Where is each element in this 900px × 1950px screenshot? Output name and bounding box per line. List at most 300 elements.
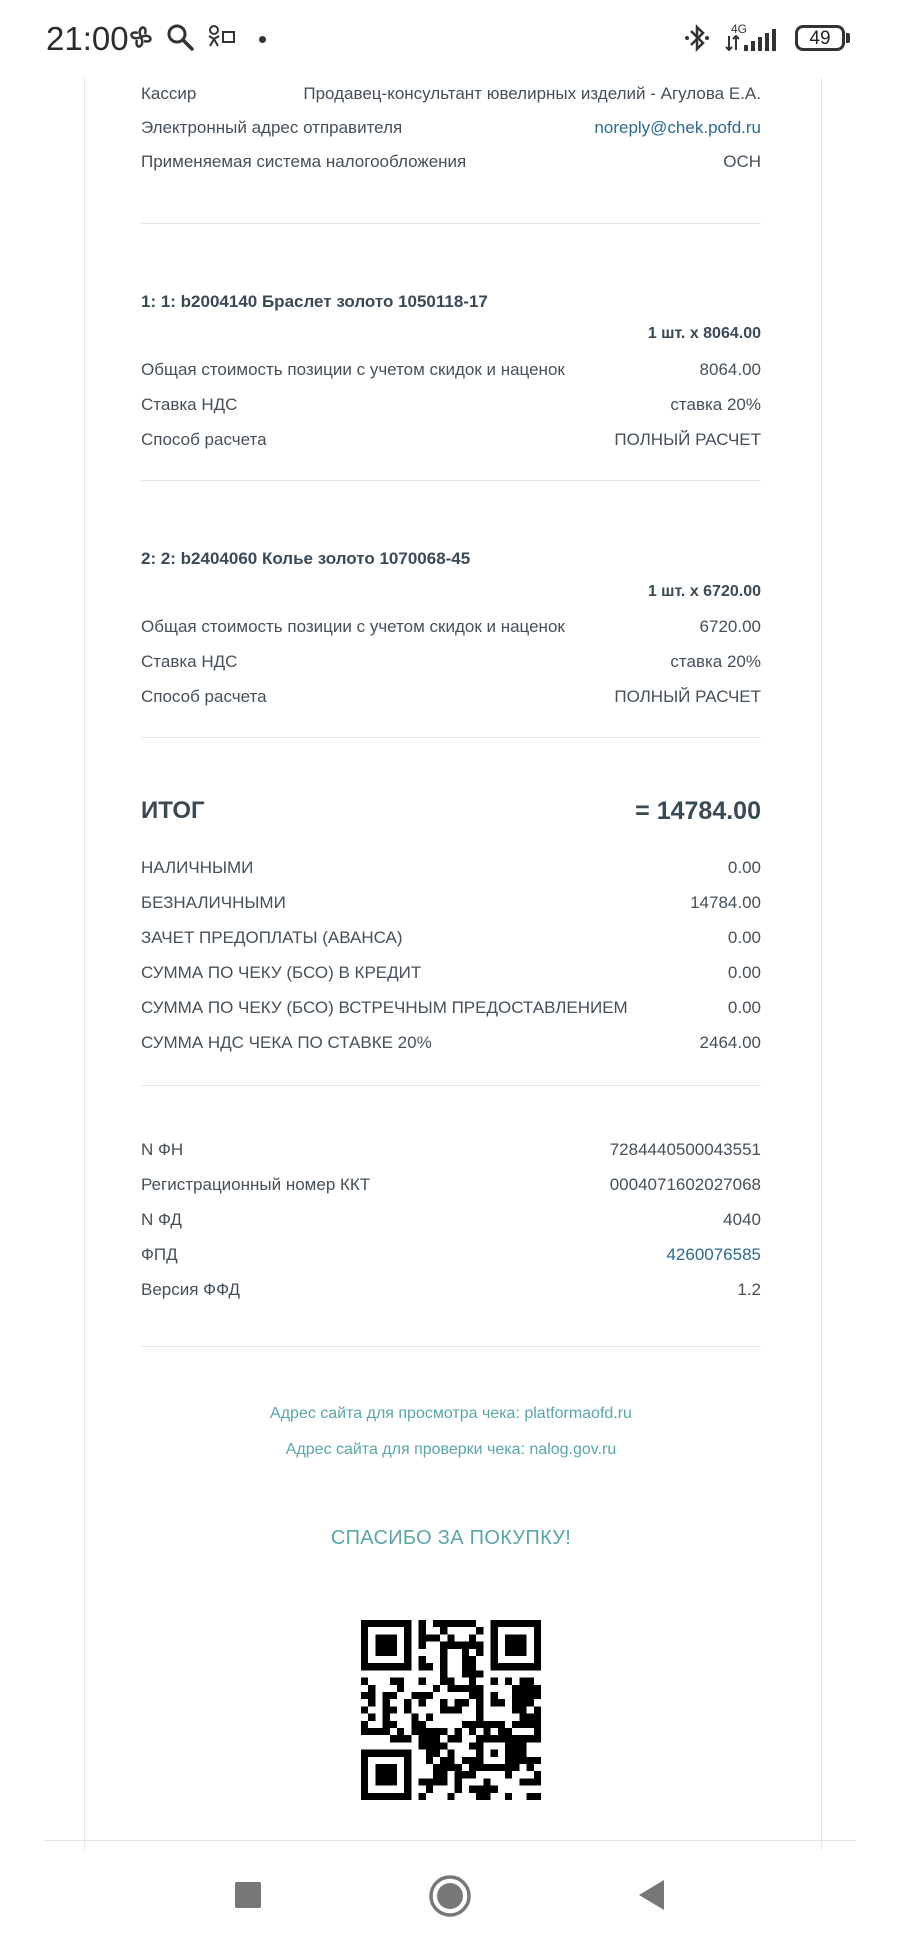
qr-module (534, 1634, 541, 1641)
qr-module (476, 1735, 483, 1742)
tax-system-row (141, 152, 761, 172)
qr-module (383, 1649, 390, 1656)
qr-module (505, 1771, 512, 1778)
qr-module (498, 1620, 505, 1627)
notification-dot (259, 36, 266, 43)
qr-module (440, 1663, 447, 1670)
qr-module (361, 1706, 368, 1713)
qr-module (390, 1692, 397, 1699)
qr-module (505, 1678, 512, 1685)
qr-module (433, 1620, 440, 1627)
qr-module (519, 1678, 526, 1685)
item-total-row (141, 617, 761, 637)
qr-module (419, 1678, 426, 1685)
qr-module (476, 1627, 483, 1634)
qr-module (361, 1750, 368, 1757)
fiscal-row (141, 1210, 761, 1230)
qr-module (375, 1634, 382, 1641)
item-payment-method-label: Способ расчета (141, 430, 267, 449)
qr-module (527, 1721, 534, 1728)
qr-module (404, 1699, 411, 1706)
qr-module (505, 1728, 512, 1735)
qr-module (397, 1735, 404, 1742)
qr-module (491, 1634, 498, 1641)
qr-module (534, 1735, 541, 1742)
qr-module (491, 1663, 498, 1670)
qr-module (390, 1642, 397, 1649)
item-total-row (141, 360, 761, 380)
qr-module (491, 1735, 498, 1742)
qr-module (455, 1778, 462, 1785)
qr-module (375, 1620, 382, 1627)
divider (141, 1085, 761, 1086)
qr-module (447, 1750, 454, 1757)
qr-module (397, 1750, 404, 1757)
qr-module (368, 1620, 375, 1627)
signal-icon (725, 26, 783, 54)
fiscal-label: N ФД (141, 1210, 182, 1229)
qr-module (404, 1649, 411, 1656)
qr-module (462, 1642, 469, 1649)
qr-module (512, 1764, 519, 1771)
check-site-text[interactable]: Адрес сайта для проверки чека: nalog.gov.ru (285, 1441, 617, 1458)
qr-module (534, 1793, 541, 1800)
qr-module (426, 1750, 433, 1757)
qr-module (397, 1793, 404, 1800)
divider (141, 1346, 761, 1347)
qr-module (440, 1706, 447, 1713)
qr-module (455, 1685, 462, 1692)
qr-module (469, 1786, 476, 1793)
fpd-link[interactable]: 4260076585 (666, 1245, 761, 1264)
qr-module (491, 1642, 498, 1649)
qr-module (404, 1757, 411, 1764)
recents-square-icon[interactable] (233, 1880, 263, 1910)
payment-row (141, 1033, 761, 1053)
qr-module (361, 1757, 368, 1764)
qr-module (491, 1656, 498, 1663)
qr-module (390, 1663, 397, 1670)
qr-module (476, 1764, 483, 1771)
qr-module (447, 1735, 454, 1742)
cashier-value: Продавец-консультант ювелирных изделий - Агулова Е.А. (303, 84, 761, 103)
fiscal-value: 7284440500043551 (609, 1140, 761, 1159)
qr-module (527, 1620, 534, 1627)
qr-module (462, 1649, 469, 1656)
qr-module (375, 1649, 382, 1656)
qr-module (534, 1649, 541, 1656)
payment-value: 14784.00 (690, 893, 761, 912)
ok-icon (206, 24, 236, 50)
qr-module (368, 1750, 375, 1757)
qr-module (469, 1771, 476, 1778)
qr-module (375, 1750, 382, 1757)
receipt-card (84, 0, 822, 1850)
network-type: 4G (731, 22, 748, 36)
qr-module (390, 1735, 397, 1742)
qr-module (411, 1721, 418, 1728)
payment-label: СУММА ПО ЧЕКУ (БСО) В КРЕДИТ (141, 963, 422, 982)
qr-module (527, 1692, 534, 1699)
qr-module (462, 1670, 469, 1677)
qr-module (419, 1663, 426, 1670)
qr-module (519, 1634, 526, 1641)
qr-module (433, 1750, 440, 1757)
qr-module (411, 1714, 418, 1721)
qr-module (390, 1649, 397, 1656)
qr-module (512, 1634, 519, 1641)
qr-module (527, 1793, 534, 1800)
item-total-value: 6720.00 (699, 617, 761, 636)
fan-icon (126, 22, 156, 52)
qr-module (404, 1620, 411, 1627)
item-payment-method-value: ПОЛНЫЙ РАСЧЕТ (614, 430, 761, 449)
qr-module (469, 1757, 476, 1764)
item-vat-row (141, 652, 761, 672)
payment-value: 0.00 (727, 928, 761, 947)
qr-module (469, 1670, 476, 1677)
qr-module (491, 1678, 498, 1685)
qr-module (390, 1620, 397, 1627)
qr-module (440, 1728, 447, 1735)
qr-module (505, 1757, 512, 1764)
qr-module (534, 1771, 541, 1778)
qr-module (512, 1721, 519, 1728)
qr-module (383, 1663, 390, 1670)
qr-module (483, 1735, 490, 1742)
qr-module (476, 1670, 483, 1677)
qr-module (368, 1663, 375, 1670)
qr-module (476, 1692, 483, 1699)
fiscal-label: N ФН (141, 1140, 184, 1159)
qr-module (440, 1699, 447, 1706)
qr-module (519, 1742, 526, 1749)
qr-module (390, 1721, 397, 1728)
qr-module (462, 1620, 469, 1627)
qr-module (505, 1642, 512, 1649)
navigation-bar (0, 1850, 900, 1950)
qr-module (527, 1735, 534, 1742)
qr-module (469, 1685, 476, 1692)
qr-module (375, 1642, 382, 1649)
qr-module (368, 1699, 375, 1706)
qr-module (426, 1786, 433, 1793)
qr-module (404, 1786, 411, 1793)
search-icon (165, 22, 195, 52)
qr-module (469, 1721, 476, 1728)
qr-module (505, 1634, 512, 1641)
qr-module (491, 1699, 498, 1706)
qr-module (361, 1778, 368, 1785)
item-vat-row (141, 395, 761, 415)
qr-module (440, 1670, 447, 1677)
qr-module (390, 1706, 397, 1713)
qr-module (483, 1764, 490, 1771)
qr-module (519, 1620, 526, 1627)
qr-module (455, 1699, 462, 1706)
qr-module (440, 1778, 447, 1785)
qr-module (361, 1663, 368, 1670)
qr-module (361, 1642, 368, 1649)
qr-module (534, 1778, 541, 1785)
qr-module (397, 1620, 404, 1627)
item-total-value: 8064.00 (699, 360, 761, 379)
qr-module (483, 1778, 490, 1785)
payment-row (141, 893, 761, 913)
qr-module (527, 1685, 534, 1692)
qr-module (483, 1721, 490, 1728)
fiscal-value: 1.2 (737, 1280, 761, 1299)
qr-module (534, 1656, 541, 1663)
qr-module (512, 1706, 519, 1713)
qr-module (361, 1721, 368, 1728)
home-circle-icon[interactable] (428, 1874, 472, 1918)
qr-module (433, 1771, 440, 1778)
item-payment-method-row (141, 430, 761, 450)
qr-module (419, 1778, 426, 1785)
qr-module (476, 1742, 483, 1749)
qr-module (419, 1728, 426, 1735)
payment-value: 2464.00 (699, 1033, 761, 1052)
qr-module (512, 1735, 519, 1742)
qr-module (483, 1793, 490, 1800)
qr-module (361, 1634, 368, 1641)
qr-module (491, 1764, 498, 1771)
qr-module (512, 1642, 519, 1649)
qr-module (383, 1714, 390, 1721)
qr-module (447, 1620, 454, 1627)
qr-module (433, 1634, 440, 1641)
item-vat-value: ставка 20% (670, 395, 761, 414)
payment-label: СУММА ПО ЧЕКУ (БСО) ВСТРЕЧНЫМ ПРЕДОСТАВЛЕНИЕМ (141, 998, 628, 1017)
qr-module (519, 1663, 526, 1670)
qr-module (426, 1634, 433, 1641)
qr-module (361, 1678, 368, 1685)
qr-module (534, 1706, 541, 1713)
qr-module (404, 1750, 411, 1757)
divider (141, 737, 761, 738)
qr-module (397, 1728, 404, 1735)
qr-module (383, 1793, 390, 1800)
qr-module (476, 1706, 483, 1713)
qr-module (375, 1728, 382, 1735)
qr-module (527, 1714, 534, 1721)
qr-module (447, 1678, 454, 1685)
qr-module (447, 1764, 454, 1771)
cashier-row (141, 84, 761, 104)
tax-system-value: ОСН (723, 152, 761, 171)
fiscal-label: Регистрационный номер ККТ (141, 1175, 371, 1194)
fiscal-label: ФПД (141, 1245, 178, 1264)
qr-module (390, 1764, 397, 1771)
qr-module (447, 1757, 454, 1764)
qr-module (519, 1757, 526, 1764)
total-label: ИТОГ (141, 797, 205, 824)
qr-module (534, 1663, 541, 1670)
qr-module (383, 1642, 390, 1649)
qr-module (361, 1793, 368, 1800)
qr-module (404, 1793, 411, 1800)
qr-module (433, 1742, 440, 1749)
qr-module (462, 1663, 469, 1670)
qr-module (455, 1706, 462, 1713)
qr-module (375, 1663, 382, 1670)
qr-module (433, 1764, 440, 1771)
qr-module (534, 1642, 541, 1649)
qr-module (505, 1620, 512, 1627)
sender-email-row (141, 118, 761, 138)
qr-module (512, 1620, 519, 1627)
fiscal-row (141, 1280, 761, 1300)
item-payment-method-value: ПОЛНЫЙ РАСЧЕТ (614, 687, 761, 706)
qr-module (404, 1706, 411, 1713)
qr-module (519, 1692, 526, 1699)
qr-module (512, 1649, 519, 1656)
qr-module (419, 1627, 426, 1634)
qr-module (491, 1649, 498, 1656)
fiscal-row (141, 1175, 761, 1195)
qr-module (476, 1750, 483, 1757)
qr-module (534, 1620, 541, 1627)
qr-module (498, 1735, 505, 1742)
qr-module (383, 1778, 390, 1785)
qr-module (447, 1706, 454, 1713)
qr-module (476, 1786, 483, 1793)
qr-module (440, 1642, 447, 1649)
qr-module (512, 1750, 519, 1757)
qr-module (519, 1642, 526, 1649)
qr-module (375, 1778, 382, 1785)
qr-module (534, 1728, 541, 1735)
qr-module (462, 1771, 469, 1778)
item-total-label: Общая стоимость позиции с учетом скидок и наценок (141, 617, 565, 636)
qr-module (469, 1656, 476, 1663)
qr-module (534, 1714, 541, 1721)
qr-module (404, 1764, 411, 1771)
qr-module (534, 1685, 541, 1692)
qr-module (419, 1793, 426, 1800)
qr-module (505, 1793, 512, 1800)
qr-module (505, 1735, 512, 1742)
qr-module (383, 1721, 390, 1728)
qr-module (469, 1742, 476, 1749)
qr-module (426, 1757, 433, 1764)
qr-module (404, 1735, 411, 1742)
qr-module (476, 1757, 483, 1764)
qr-module (455, 1620, 462, 1627)
payment-value: 0.00 (727, 858, 761, 877)
qr-module (397, 1685, 404, 1692)
qr-module (375, 1764, 382, 1771)
qr-module (469, 1678, 476, 1685)
qr-module (419, 1742, 426, 1749)
qr-module (368, 1685, 375, 1692)
qr-code (361, 1620, 541, 1800)
status-bar (0, 0, 900, 78)
qr-module (426, 1735, 433, 1742)
qr-module (534, 1627, 541, 1634)
qr-module (462, 1721, 469, 1728)
qr-module (455, 1764, 462, 1771)
total-value: = 14784.00 (635, 797, 761, 825)
qr-module (390, 1771, 397, 1778)
qr-module (455, 1642, 462, 1649)
qr-module (419, 1692, 426, 1699)
qr-module (527, 1764, 534, 1771)
qr-module (512, 1742, 519, 1749)
divider (141, 223, 761, 224)
qr-module (433, 1728, 440, 1735)
qr-module (383, 1634, 390, 1641)
back-triangle-icon[interactable] (636, 1878, 668, 1912)
qr-module (426, 1692, 433, 1699)
qr-module (361, 1692, 368, 1699)
qr-module (361, 1627, 368, 1634)
qr-module (426, 1714, 433, 1721)
qr-module (512, 1685, 519, 1692)
fiscal-row (141, 1140, 761, 1160)
item-qty: 1 шт. x 8064.00 (647, 325, 761, 342)
qr-module (440, 1649, 447, 1656)
qr-module (491, 1750, 498, 1757)
qr-module (498, 1764, 505, 1771)
tax-system-label: Применяемая система налогообложения (141, 152, 467, 171)
item-title: 2: 2: b2404060 Колье золото 1070068-45 (141, 549, 471, 568)
qr-module (447, 1685, 454, 1692)
item-qty: 1 шт. x 6720.00 (647, 583, 761, 600)
qr-module (426, 1728, 433, 1735)
qr-module (433, 1685, 440, 1692)
qr-module (419, 1642, 426, 1649)
cashier-label: Кассир (141, 84, 197, 103)
qr-module (368, 1793, 375, 1800)
sender-email-link[interactable]: noreply@chek.pofd.ru (594, 118, 761, 137)
item-vat-label: Ставка НДС (141, 395, 238, 414)
qr-module (519, 1721, 526, 1728)
view-site-text[interactable]: Адрес сайта для просмотра чека: platformaofd.ru (270, 1405, 632, 1422)
qr-module (462, 1685, 469, 1692)
qr-module (383, 1706, 390, 1713)
fiscal-value: 0004071602027068 (609, 1175, 761, 1194)
fiscal-value: 4040 (723, 1210, 761, 1229)
qr-module (519, 1735, 526, 1742)
qr-module (411, 1692, 418, 1699)
qr-module (419, 1735, 426, 1742)
qr-module (383, 1728, 390, 1735)
qr-module (462, 1656, 469, 1663)
payment-value: 0.00 (727, 963, 761, 982)
qr-module (440, 1678, 447, 1685)
bluetooth-icon (683, 22, 711, 54)
qr-module (375, 1771, 382, 1778)
qr-module (390, 1778, 397, 1785)
qr-module (419, 1656, 426, 1663)
sender-email-label: Электронный адрес отправителя (141, 118, 403, 137)
qr-module (491, 1692, 498, 1699)
qr-module (455, 1728, 462, 1735)
qr-module (433, 1778, 440, 1785)
qr-module (447, 1642, 454, 1649)
qr-module (519, 1706, 526, 1713)
fiscal-label: Версия ФФД (141, 1280, 240, 1299)
qr-module (411, 1728, 418, 1735)
qr-module (419, 1620, 426, 1627)
qr-module (469, 1692, 476, 1699)
qr-module (447, 1634, 454, 1641)
bottom-divider (44, 1840, 856, 1841)
qr-module (476, 1685, 483, 1692)
qr-module (476, 1649, 483, 1656)
